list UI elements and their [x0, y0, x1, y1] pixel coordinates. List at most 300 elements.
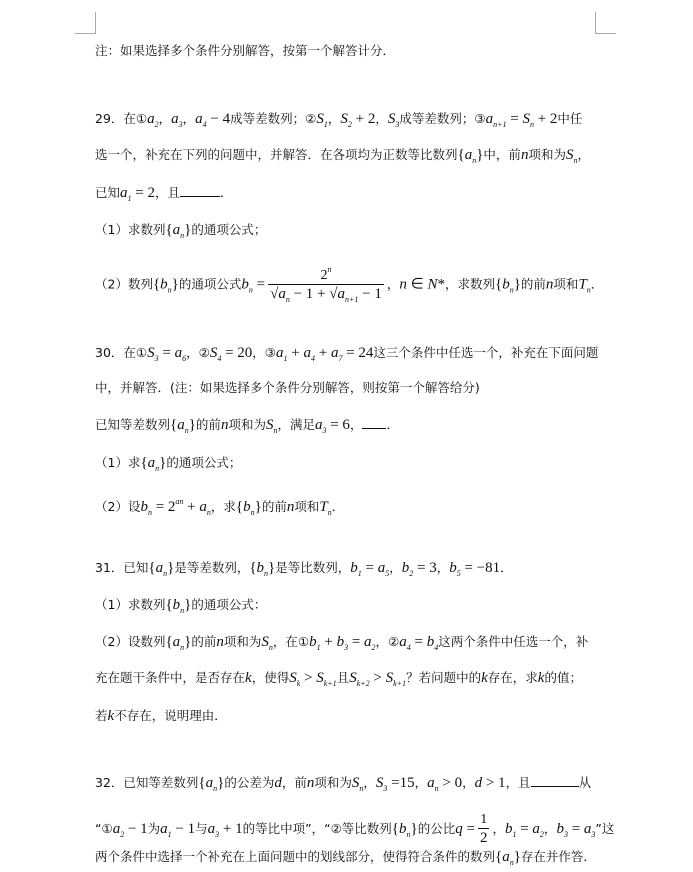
math-expression: = — [462, 821, 475, 837]
math-expression: > 0 — [438, 775, 463, 791]
math-subscript: 3 — [383, 784, 388, 793]
text-run: （2）数列 — [95, 276, 153, 292]
math-variable: b — [309, 634, 317, 650]
text-run: 的等比中项”，“②等比数列 — [242, 821, 392, 836]
text-run: ， — [182, 111, 196, 126]
text-run: ， — [386, 276, 400, 292]
text-run: ， — [363, 775, 376, 790]
math-expression: = — [348, 634, 365, 650]
math-variable: S — [316, 111, 324, 127]
text-run: 已知 — [95, 185, 121, 200]
math-expression: − 1 — [124, 821, 148, 837]
document-line — [95, 379, 480, 398]
math-subscript: 2 — [154, 120, 159, 129]
text-run: 32．已知等差数列 — [95, 775, 199, 790]
math-expression: { — [170, 417, 178, 433]
text-run: ， — [414, 775, 428, 790]
math-variable: b — [502, 276, 510, 293]
math-variable: a — [583, 821, 592, 837]
math-subscript: 2 — [539, 830, 544, 839]
text-run: ，② — [375, 634, 400, 649]
math-subscript: 3 — [154, 354, 159, 363]
math-subscript: 4 — [406, 643, 411, 652]
math-subscript: 3 — [591, 830, 596, 839]
math-subscript: n — [586, 285, 591, 295]
math-subscript: n — [285, 295, 290, 304]
math-subscript: k — [296, 679, 301, 688]
math-variable: a — [502, 849, 510, 865]
math-subscript: 7 — [338, 354, 343, 363]
math-variable: a — [207, 821, 216, 837]
math-variable: a — [155, 560, 164, 576]
math-expression: = — [567, 821, 584, 837]
text-run: 若 — [95, 708, 108, 723]
math-expression: { — [198, 775, 206, 791]
text-run: ， — [577, 147, 590, 162]
math-subscript: 3 — [322, 426, 327, 435]
math-expression: + 2 — [351, 111, 376, 127]
text-run: ， — [349, 417, 363, 432]
math-expression: { — [152, 276, 161, 293]
document-line — [95, 221, 266, 245]
math-variable: a — [199, 499, 207, 515]
math-variable: a — [303, 345, 311, 361]
math-variable: a — [427, 775, 435, 791]
document-line — [95, 707, 227, 726]
text-run: 项和 — [553, 276, 579, 292]
math-expression: ∈ — [406, 276, 428, 293]
math-variable: b — [336, 634, 345, 650]
text-run: ”这 — [595, 821, 615, 836]
math-variable: b — [504, 821, 513, 837]
corner-mark-top-left-h — [75, 33, 96, 34]
numerator-text: 2 — [320, 268, 328, 283]
math-variable: b — [172, 597, 181, 613]
document-line — [95, 344, 598, 368]
document-line — [95, 493, 344, 522]
math-variable: d — [274, 775, 282, 791]
math-expression: { — [165, 597, 173, 613]
math-expression: } — [184, 634, 192, 650]
document-line — [95, 848, 596, 872]
math-subscript: 3 — [344, 643, 349, 652]
math-expression: } — [159, 455, 167, 471]
math-variable: S — [209, 345, 218, 361]
math-subscript: n — [147, 508, 152, 517]
math-subscript: 2 — [347, 120, 352, 129]
text-run: ． — [331, 499, 345, 514]
math-expression: { — [165, 222, 173, 238]
math-subscript: n — [184, 426, 189, 435]
text-run: ，求 — [210, 499, 236, 514]
math-variable: a — [276, 345, 284, 361]
text-run: 从 — [578, 775, 592, 790]
math-subscript: n — [167, 285, 172, 295]
text-run: 充在题干条件中，是否存在 — [95, 670, 246, 685]
text-run: 的前 — [191, 634, 217, 649]
math-expression: = 3 — [413, 560, 437, 576]
math-expression: = 2 — [131, 185, 155, 201]
text-run: ？若问题中的 — [406, 670, 482, 685]
math-variable: b — [243, 499, 251, 515]
math-subscript: 3 — [563, 830, 568, 839]
text-run: （2）设 — [95, 499, 141, 514]
math-expression: + √ — [313, 286, 338, 302]
math-subscript: 4 — [217, 354, 222, 363]
math-variable: b — [140, 499, 148, 515]
math-subscript: 1 — [167, 830, 172, 839]
math-expression: } — [513, 276, 521, 293]
math-subscript: n — [327, 508, 332, 517]
text-run: ，在① — [272, 634, 310, 649]
math-variable: k — [107, 708, 115, 724]
math-variable: n — [216, 634, 224, 650]
text-run: ，② — [186, 345, 210, 360]
document-line — [95, 669, 582, 693]
math-subscript: 1 — [283, 354, 288, 363]
math-expression: − 4 — [206, 111, 231, 127]
text-run: ． — [220, 185, 233, 200]
math-variable: N — [427, 276, 438, 293]
math-subscript: 2 — [371, 643, 376, 652]
document-line — [95, 812, 614, 847]
text-run: （1）求数列 — [95, 222, 166, 237]
math-variable: b — [401, 560, 410, 576]
document-line — [95, 596, 266, 620]
text-run: 的通项公式； — [166, 455, 242, 470]
text-run: “① — [95, 821, 113, 836]
math-subscript: 2 — [409, 569, 414, 578]
math-subscript: n — [472, 156, 477, 165]
text-run: ，求数列 — [444, 276, 495, 292]
math-subscript: n — [434, 784, 439, 793]
math-variable: n — [545, 276, 554, 293]
math-subscript: n — [155, 464, 160, 473]
math-variable: S — [289, 670, 297, 686]
math-expression: − 1 — [171, 821, 196, 837]
document-line — [95, 416, 399, 440]
text-run: ，使得 — [251, 670, 290, 685]
math-expression: } — [184, 222, 192, 238]
math-expression: = — [516, 821, 533, 837]
text-run: ，且 — [154, 185, 180, 200]
numerator-exponent: n — [327, 265, 332, 274]
text-run: 项和为 — [228, 417, 266, 432]
text-run: 不存在，说明理由． — [114, 708, 227, 723]
math-subscript: n — [180, 606, 185, 615]
numerator-text: 1 — [480, 812, 488, 827]
math-variable: a — [377, 560, 386, 576]
math-expression: =15 — [387, 775, 415, 791]
math-expression: 2 — [479, 830, 488, 846]
document-line — [95, 559, 513, 583]
text-run: 的通项公式； — [191, 222, 267, 237]
text-run: ，③ — [252, 345, 276, 360]
text-run: 选一个，补充在下列的问题中，并解答．在各项均为正数等比数列 — [95, 147, 458, 162]
text-run: ， — [462, 775, 475, 790]
text-run: 的公比 — [417, 821, 456, 836]
text-run: 项和为 — [223, 634, 262, 649]
text-run: 成等差数列；③ — [399, 111, 486, 126]
document-line — [95, 110, 582, 134]
math-variable: n — [520, 147, 529, 163]
math-subscript: k+1 — [393, 679, 407, 688]
math-subscript: n — [509, 285, 514, 295]
corner-mark-top-right-h — [595, 33, 616, 34]
math-expression: } — [513, 849, 521, 865]
math-expression: } — [184, 597, 192, 613]
text-run: 存在，求 — [487, 670, 538, 685]
math-variable: n — [399, 276, 407, 293]
math-fraction — [268, 262, 384, 308]
math-subscript: 1 — [323, 120, 328, 129]
document-line — [95, 262, 603, 308]
text-run: 中任 — [557, 111, 583, 126]
fraction-denominator — [268, 284, 384, 308]
text-run: ， — [492, 821, 505, 836]
document-line — [95, 633, 588, 657]
math-variable: d — [474, 775, 483, 791]
math-subscript: n — [406, 830, 411, 839]
math-subscript: n — [213, 784, 218, 793]
corner-mark-top-right-v — [595, 12, 596, 34]
math-variable: b — [241, 276, 249, 293]
math-variable: S — [316, 670, 324, 686]
text-run: 的值； — [544, 670, 582, 685]
math-variable: a — [532, 821, 540, 837]
math-variable: S — [387, 111, 396, 127]
math-variable: a — [171, 111, 179, 127]
text-run: 存在并作答． — [520, 849, 596, 864]
math-expression: = 6 — [326, 417, 350, 433]
math-variable: n — [220, 417, 229, 433]
math-subscript: n — [206, 508, 211, 517]
text-run: 29．在① — [95, 111, 148, 126]
text-run: ， — [436, 560, 450, 575]
math-subscript: n — [529, 120, 534, 129]
math-variable: a — [160, 821, 168, 837]
math-expression: } — [188, 417, 196, 433]
text-run: 成等差数列；② — [230, 111, 317, 126]
math-expression: { — [235, 499, 244, 515]
math-variable: S — [340, 111, 348, 127]
math-subscript: 1 — [316, 643, 321, 652]
text-run: 31．已知 — [95, 560, 149, 575]
math-expression: } — [410, 821, 418, 837]
math-expression: { — [148, 560, 156, 576]
math-subscript: n — [180, 231, 185, 240]
math-variable: a — [112, 821, 121, 837]
math-variable: a — [330, 345, 339, 361]
text-run: 中，前 — [483, 147, 521, 162]
text-run: 项和为 — [528, 147, 566, 162]
text-run: 的前 — [195, 417, 221, 432]
math-expression: { — [495, 849, 503, 865]
math-expression: + — [287, 345, 304, 361]
text-run: ，前 — [281, 775, 307, 790]
math-variable: b — [449, 560, 457, 576]
math-expression: = — [158, 345, 175, 361]
math-variable: a — [177, 417, 185, 433]
math-expression: = — [410, 634, 427, 650]
math-variable: a — [485, 111, 494, 127]
math-subscript: 5 — [385, 569, 390, 578]
text-run: 中，并解答．(注：如果选择多个条件分别解答，则按第一个解答给分) — [95, 380, 480, 395]
text-run: ， — [543, 821, 557, 836]
math-variable: k — [537, 670, 545, 686]
math-variable: S — [522, 111, 530, 127]
math-variable: S — [385, 670, 394, 686]
document-line — [95, 184, 233, 208]
math-expression: + — [320, 634, 337, 650]
text-run: ， — [327, 111, 341, 126]
text-run: 的通项公式： — [191, 597, 267, 612]
text-run: 且 — [336, 670, 350, 685]
fraction-numerator — [320, 262, 331, 284]
math-variable: a — [314, 417, 323, 433]
math-subscript: 1 — [357, 569, 362, 578]
math-subscript: k+2 — [356, 679, 370, 688]
math-expression: { — [457, 147, 465, 163]
document-line — [95, 42, 395, 61]
text-run: ，满足 — [277, 417, 315, 432]
math-expression: { — [165, 634, 173, 650]
math-variable: a — [364, 634, 372, 650]
text-run: 是等差数列， — [174, 560, 250, 575]
math-expression: > — [369, 670, 386, 686]
math-variable: n — [306, 775, 315, 791]
text-run: 的公差为 — [224, 775, 275, 790]
text-run: 这三个条件中任选一个，补充在下面问题 — [373, 345, 599, 360]
math-expression: √ — [270, 286, 279, 302]
math-expression: = 2 — [151, 499, 176, 515]
math-subscript: 6 — [182, 354, 187, 363]
math-variable: q — [455, 821, 463, 837]
math-subscript: n — [180, 643, 185, 652]
math-variable: a — [464, 147, 473, 163]
math-variable: S — [261, 634, 269, 650]
math-expression: + 2 — [533, 111, 558, 127]
math-subscript: 2 — [120, 830, 125, 839]
text-run: 是等比数列， — [275, 560, 351, 575]
math-variable: T — [319, 499, 328, 515]
math-subscript: 3 — [215, 830, 220, 839]
text-run: 项和为 — [314, 775, 352, 790]
answer-blank[interactable] — [362, 416, 386, 429]
math-variable: a — [278, 286, 286, 302]
text-run: 的通项公式 — [178, 276, 242, 292]
math-expression: { — [140, 455, 148, 471]
math-variable: a — [147, 111, 155, 127]
math-expression: > — [300, 670, 317, 686]
math-variable: a — [195, 111, 203, 127]
math-variable: a — [337, 286, 345, 302]
math-subscript: n — [509, 858, 514, 867]
math-variable: b — [350, 560, 358, 576]
math-variable: a — [172, 634, 181, 650]
math-variable: S — [351, 775, 360, 791]
answer-blank[interactable] — [180, 184, 220, 197]
text-run: ， — [375, 111, 388, 126]
math-variable: a — [399, 634, 407, 650]
text-run: ． — [386, 417, 399, 432]
math-subscript: n — [248, 285, 253, 295]
text-run: （1）求数列 — [95, 597, 166, 612]
text-run: 已知等差数列 — [95, 417, 171, 432]
math-expression: { — [391, 821, 399, 837]
math-variable: S — [147, 345, 155, 361]
math-variable: S — [565, 147, 574, 163]
math-expression: + 1 — [219, 821, 243, 837]
text-run: 30．在① — [95, 345, 148, 360]
math-subscript: n+1 — [493, 120, 507, 129]
math-subscript: n — [163, 569, 168, 578]
fraction-numerator — [480, 812, 487, 828]
math-expression: * — [437, 276, 445, 293]
math-subscript: n+1 — [345, 295, 359, 304]
math-variable: b — [556, 821, 564, 837]
math-expression: { — [249, 560, 257, 576]
text-run: 两个条件中选择一个补充在上面问题中的划线部分，使得符合条件的数列 — [95, 849, 496, 864]
math-variable: S — [375, 775, 384, 791]
math-subscript: 4 — [202, 120, 207, 129]
document-line — [95, 146, 590, 170]
text-run: 项和 — [294, 499, 320, 514]
answer-blank[interactable] — [531, 774, 579, 787]
math-variable: a — [172, 222, 181, 238]
math-variable: b — [399, 821, 407, 837]
math-subscript: 4 — [310, 354, 315, 363]
math-subscript: 3 — [178, 120, 183, 129]
text-run: ， — [158, 111, 172, 126]
math-fraction — [478, 812, 490, 847]
math-variable: a — [174, 345, 183, 361]
math-expression: } — [254, 499, 262, 515]
math-expression: = 24 — [342, 345, 374, 361]
math-subscript: n — [264, 569, 269, 578]
document-line — [95, 774, 591, 798]
math-expression: > 1 — [482, 775, 506, 791]
math-variable: a — [147, 455, 156, 471]
text-run: 为 — [147, 821, 161, 836]
text-run: ． — [590, 276, 604, 292]
math-expression: } — [167, 560, 175, 576]
document-line — [95, 454, 241, 478]
math-subscript: n — [250, 508, 255, 517]
text-run: 注：如果选择多个条件分别解答，按第一个解答计分． — [95, 43, 396, 58]
math-expression: − 1 — [289, 286, 314, 302]
corner-mark-top-left-v — [95, 12, 96, 34]
math-expression: + — [183, 499, 200, 515]
text-run: （2）设数列 — [95, 634, 166, 649]
math-subscript: k+1 — [323, 679, 337, 688]
math-variable: b — [426, 634, 435, 650]
text-run: ， — [389, 560, 402, 575]
math-expression: = — [252, 276, 266, 293]
math-expression: = — [361, 560, 378, 576]
math-variable: k — [481, 670, 488, 686]
math-expression: } — [217, 775, 225, 791]
math-variable: b — [256, 560, 265, 576]
math-expression: = −81 — [460, 560, 501, 576]
math-variable: S — [265, 417, 274, 433]
math-expression: = — [506, 111, 523, 127]
math-expression: { — [495, 276, 503, 293]
math-superscript: an — [175, 497, 184, 506]
math-expression: = 20 — [221, 345, 253, 361]
math-variable: S — [349, 670, 357, 686]
math-variable: T — [578, 276, 587, 293]
